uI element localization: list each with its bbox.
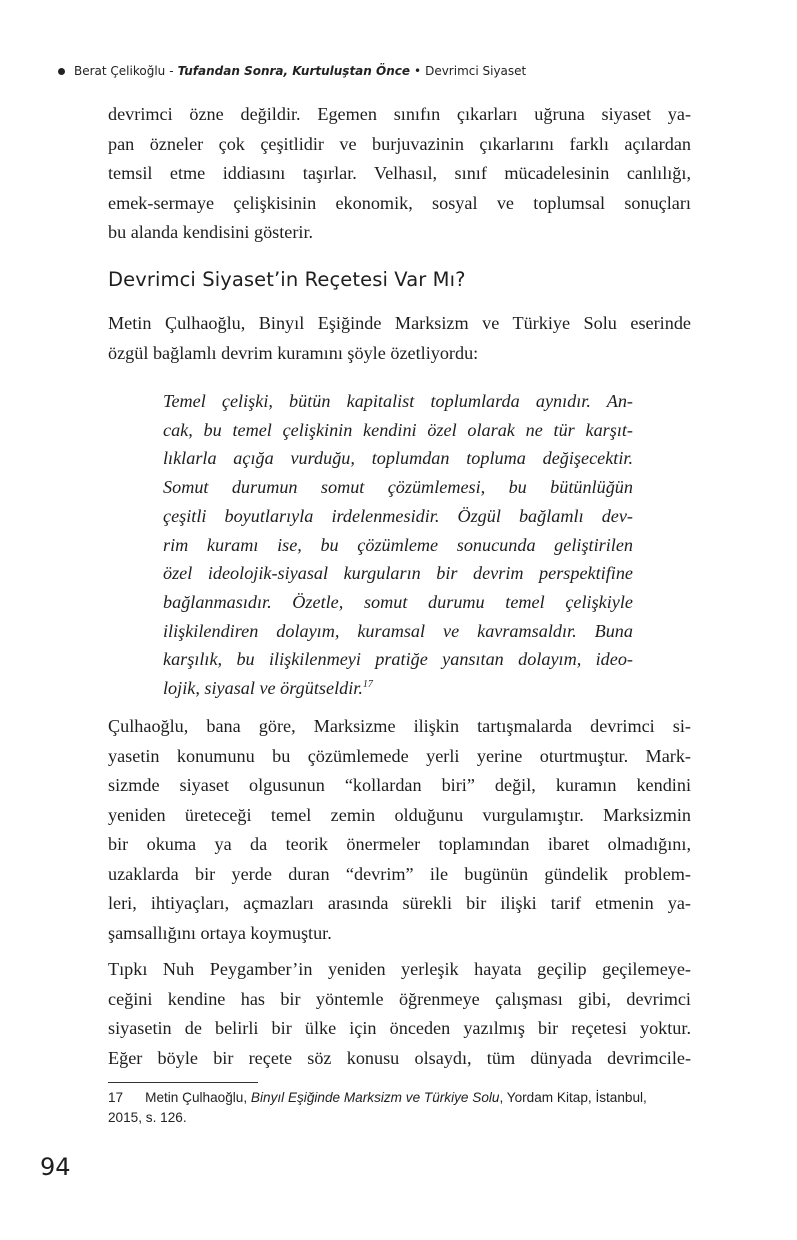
- quote-line: rim kuramı ise, bu çözümleme sonucunda geliştirilen: [163, 534, 633, 555]
- para3-line: Eğer böyle bir reçete söz konusu olsaydı, tüm dünyada devrimcile-: [108, 1047, 691, 1068]
- lead-line: özgül bağlamlı devrim kuramını şöyle özetliyordu:: [108, 342, 479, 363]
- paragraph-3: [108, 955, 691, 1073]
- para2-line: bir okuma ya da teorik önermeler toplamından ibaret olmadığını,: [108, 834, 691, 854]
- intro-paragraph: [108, 100, 691, 248]
- intro-line: pan özneler çok çeşitlidir ve burjuvazinin çıkarlarını farklı açılardan: [108, 133, 691, 154]
- para2-line: yasetin konumunu bu çözümlemede yerli yerine oturtmuştur. Mark-: [108, 745, 691, 766]
- footnote-line-1: [108, 1088, 691, 1108]
- page-number: 94: [40, 1153, 71, 1181]
- quote-line: Temel çelişki, bütün kapitalist toplumlarda aynıdır. An-: [163, 391, 633, 411]
- para3-line: Tıpkı Nuh Peygamber’in yeniden yerleşik hayata geçilip geçilemeye-: [108, 959, 691, 979]
- running-head-separator: -: [169, 64, 174, 78]
- running-head: [58, 64, 748, 78]
- bullet-icon: [58, 68, 65, 75]
- footnote-reference: 17: [362, 679, 373, 691]
- footnote-author: Metin Çulhaoğlu,: [145, 1090, 251, 1105]
- footnote-number: 17: [108, 1090, 124, 1105]
- intro-line: bu alanda kendisini gösterir.: [108, 222, 314, 242]
- footnote-title: Binyıl Eşiğinde Marksizm ve Türkiye Solu: [250, 1090, 500, 1105]
- quote-line: lıklarla açığa vurduğu, toplumdan topluma değişecektir.: [163, 448, 633, 469]
- intro-line: temsil etme iddiasını taşırlar. Velhasıl, sınıf mücadelesinin canlılığı,: [108, 163, 691, 183]
- running-head-bullet: •: [414, 64, 422, 78]
- quote-line: karşılık, bu ilişkilenmeyi pratiğe yansıtan dolayım, ideo-: [163, 649, 633, 670]
- quote-line: özel ideolojik-siyasal kurguların bir devrim perspektifine: [163, 563, 633, 584]
- lead-paragraph: [108, 309, 691, 368]
- running-head-book-title: Tufandan Sonra, Kurtuluştan Önce: [177, 64, 410, 78]
- para2-line: uzaklarda bir yerde duran “devrim” ile bugünün gündelik problem-: [108, 863, 691, 884]
- para2-line: Çulhaoğlu, bana göre, Marksizme ilişkin tartışmalarda devrimci si-: [108, 716, 691, 736]
- block-quote: [163, 387, 633, 703]
- para3-line: ceğini kendine has bir yöntemle öğrenmeye çalışması gibi, devrimci: [108, 988, 691, 1009]
- para2-line: leri, ihtiyaçları, açmazları arasında sürekli bir ilişki tarif etmenin ya-: [108, 893, 691, 913]
- quote-line: lojik, siyasal ve örgütseldir.: [163, 678, 363, 699]
- para3-line: siyasetin de belirli bir ülke için önceden yazılmış bir reçetesi yoktur.: [108, 1018, 691, 1038]
- footnote-divider: [108, 1082, 258, 1083]
- quote-line: ilişkilendiren dolayım, kuramsal ve kavramsaldır. Buna: [163, 620, 633, 641]
- running-head-author: Berat Çelikoğlu: [74, 64, 166, 78]
- quote-line: çeşitli boyutlarıyla irdelenmesidir. Özgül bağlamlı dev-: [163, 505, 633, 526]
- quote-line: bağlanmasıdır. Özetle, somut durumu temel çelişkiyle: [163, 591, 633, 612]
- para2-line: yeniden üreteceği temel zemin olduğunu vurgulamıştır. Marksizmin: [108, 804, 691, 825]
- para2-line: şamsallığını ortaya koymuştur.: [108, 922, 332, 943]
- quote-line: cak, bu temel çelişkinin kendini özel olarak ne tür karşıt-: [163, 419, 633, 440]
- quote-line: Somut durumun somut çözümlemesi, bu bütünlüğün: [163, 477, 633, 498]
- footnote-publisher: , Yordam Kitap, İstanbul,: [499, 1090, 647, 1105]
- paragraph-2: [108, 712, 691, 948]
- intro-line: devrimci özne değildir. Egemen sınıfın çıkarları uğruna siyaset ya-: [108, 104, 691, 124]
- quote-last-line: [163, 674, 633, 703]
- running-head-chapter: Devrimci Siyaset: [425, 64, 527, 78]
- footnote: [108, 1088, 691, 1128]
- para2-line: sizmde siyaset olgusunun “kollardan biri” değil, kuramın kendini: [108, 775, 691, 795]
- lead-line: Metin Çulhaoğlu, Binyıl Eşiğinde Marksizm ve Türkiye Solu eserinde: [108, 313, 691, 333]
- footnote-year-pages: 2015, s. 126.: [108, 1110, 187, 1125]
- intro-line: emek-sermaye çelişkisinin ekonomik, sosyal ve toplumsal sonuçları: [108, 192, 691, 213]
- section-heading: Devrimci Siyaset’in Reçetesi Var Mı?: [108, 268, 466, 291]
